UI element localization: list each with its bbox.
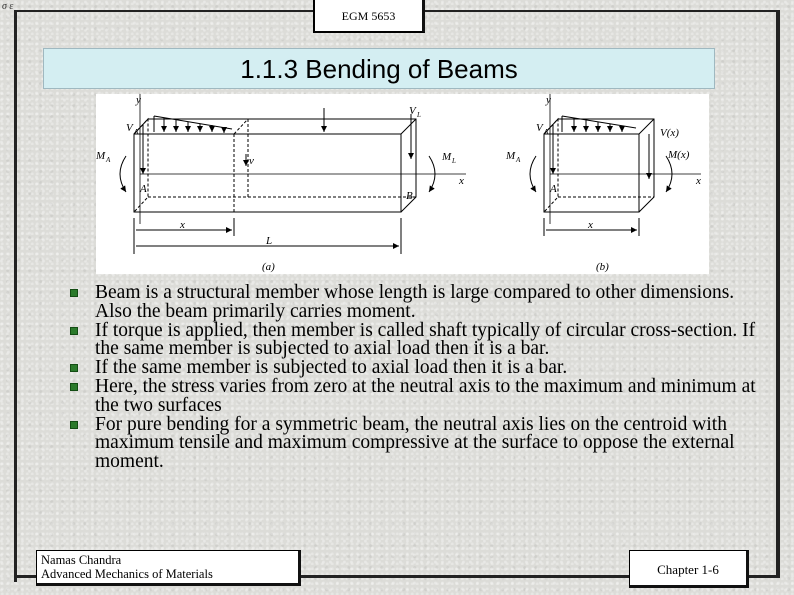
- slide-frame-left: [14, 10, 17, 582]
- label-b-x-axis: x: [696, 175, 701, 187]
- bullet-marker-icon: [70, 289, 78, 297]
- label-a-L-dim: L: [266, 235, 273, 247]
- bullet-item: [68, 375, 758, 416]
- footer-chapter-box: Chapter 1-6: [629, 550, 749, 588]
- beam-a: [120, 94, 466, 254]
- label-b-VA: V: [536, 122, 543, 134]
- label-a-MA-sub: A: [106, 156, 111, 164]
- slide-title: 1.1.3 Bending of Beams: [43, 48, 715, 89]
- course-code-header: EGM 5653: [313, 0, 425, 33]
- bullet-marker-icon: [70, 364, 78, 372]
- label-a-VL-sub: L: [417, 111, 421, 119]
- label-a-y: y: [136, 94, 141, 106]
- label-b-x-dim: x: [588, 219, 593, 231]
- bullet-marker-icon: [70, 327, 78, 335]
- footer-course-name: Advanced Mechanics of Materials: [41, 567, 213, 581]
- corner-symbol: σ ε: [2, 1, 14, 12]
- label-a-VA-sub: A: [134, 128, 139, 136]
- label-a-B: B: [406, 190, 413, 202]
- label-b-A: A: [550, 183, 557, 195]
- label-b-y: y: [546, 94, 551, 106]
- label-b-MA: M: [506, 150, 516, 162]
- label-a-ML-sub: L: [452, 157, 456, 165]
- caption-a: (a): [262, 261, 275, 273]
- footer-author-box: [36, 550, 301, 586]
- bullet-text: If the same member is subjected to axial load then it is a bar.: [95, 357, 568, 379]
- beam-diagram: [96, 94, 709, 274]
- bullet-marker-icon: [70, 421, 78, 429]
- label-a-ML: M: [442, 151, 452, 163]
- label-a-A: A: [140, 183, 147, 195]
- beam-figure: [96, 94, 709, 274]
- slide-frame-right: [776, 10, 780, 578]
- bullet-text: Beam is a structural member whose length is large compared to other dimensions. Also the beam primarily carries moment.: [95, 282, 735, 322]
- label-a-VA: V: [126, 122, 133, 134]
- label-a-v: v: [249, 155, 254, 167]
- bullet-list: [68, 284, 758, 472]
- caption-b: (b): [596, 261, 609, 273]
- bullet-marker-icon: [70, 383, 78, 391]
- label-b-Vx: V(x): [660, 127, 679, 139]
- bullet-item: [68, 319, 758, 360]
- bullet-item: [68, 284, 758, 322]
- bullet-item: [68, 413, 758, 473]
- label-b-Mx: M(x): [668, 149, 690, 161]
- beam-b: [530, 94, 701, 236]
- bullet-text: If torque is applied, then member is called shaft typically of circular cross-section. If the same member is subjected to axial load then it is a bar.: [95, 319, 756, 360]
- label-a-VL: V: [409, 105, 416, 117]
- label-a-MA: M: [96, 150, 106, 162]
- label-a-x-dim: x: [180, 219, 185, 231]
- bullet-text: Here, the stress varies from zero at the neutral axis to the maximum and minimum at the two surfaces: [95, 375, 756, 416]
- label-a-x-axis: x: [459, 175, 464, 187]
- label-b-VA-sub: A: [544, 128, 549, 136]
- label-b-MA-sub: A: [516, 156, 521, 164]
- bullet-text: For pure bending for a symmetric beam, the neutral axis lies on the centroid with maximum tensile and maximum compressive at the surface to oppose the external moment.: [95, 413, 735, 473]
- footer-author: Namas Chandra: [41, 553, 122, 567]
